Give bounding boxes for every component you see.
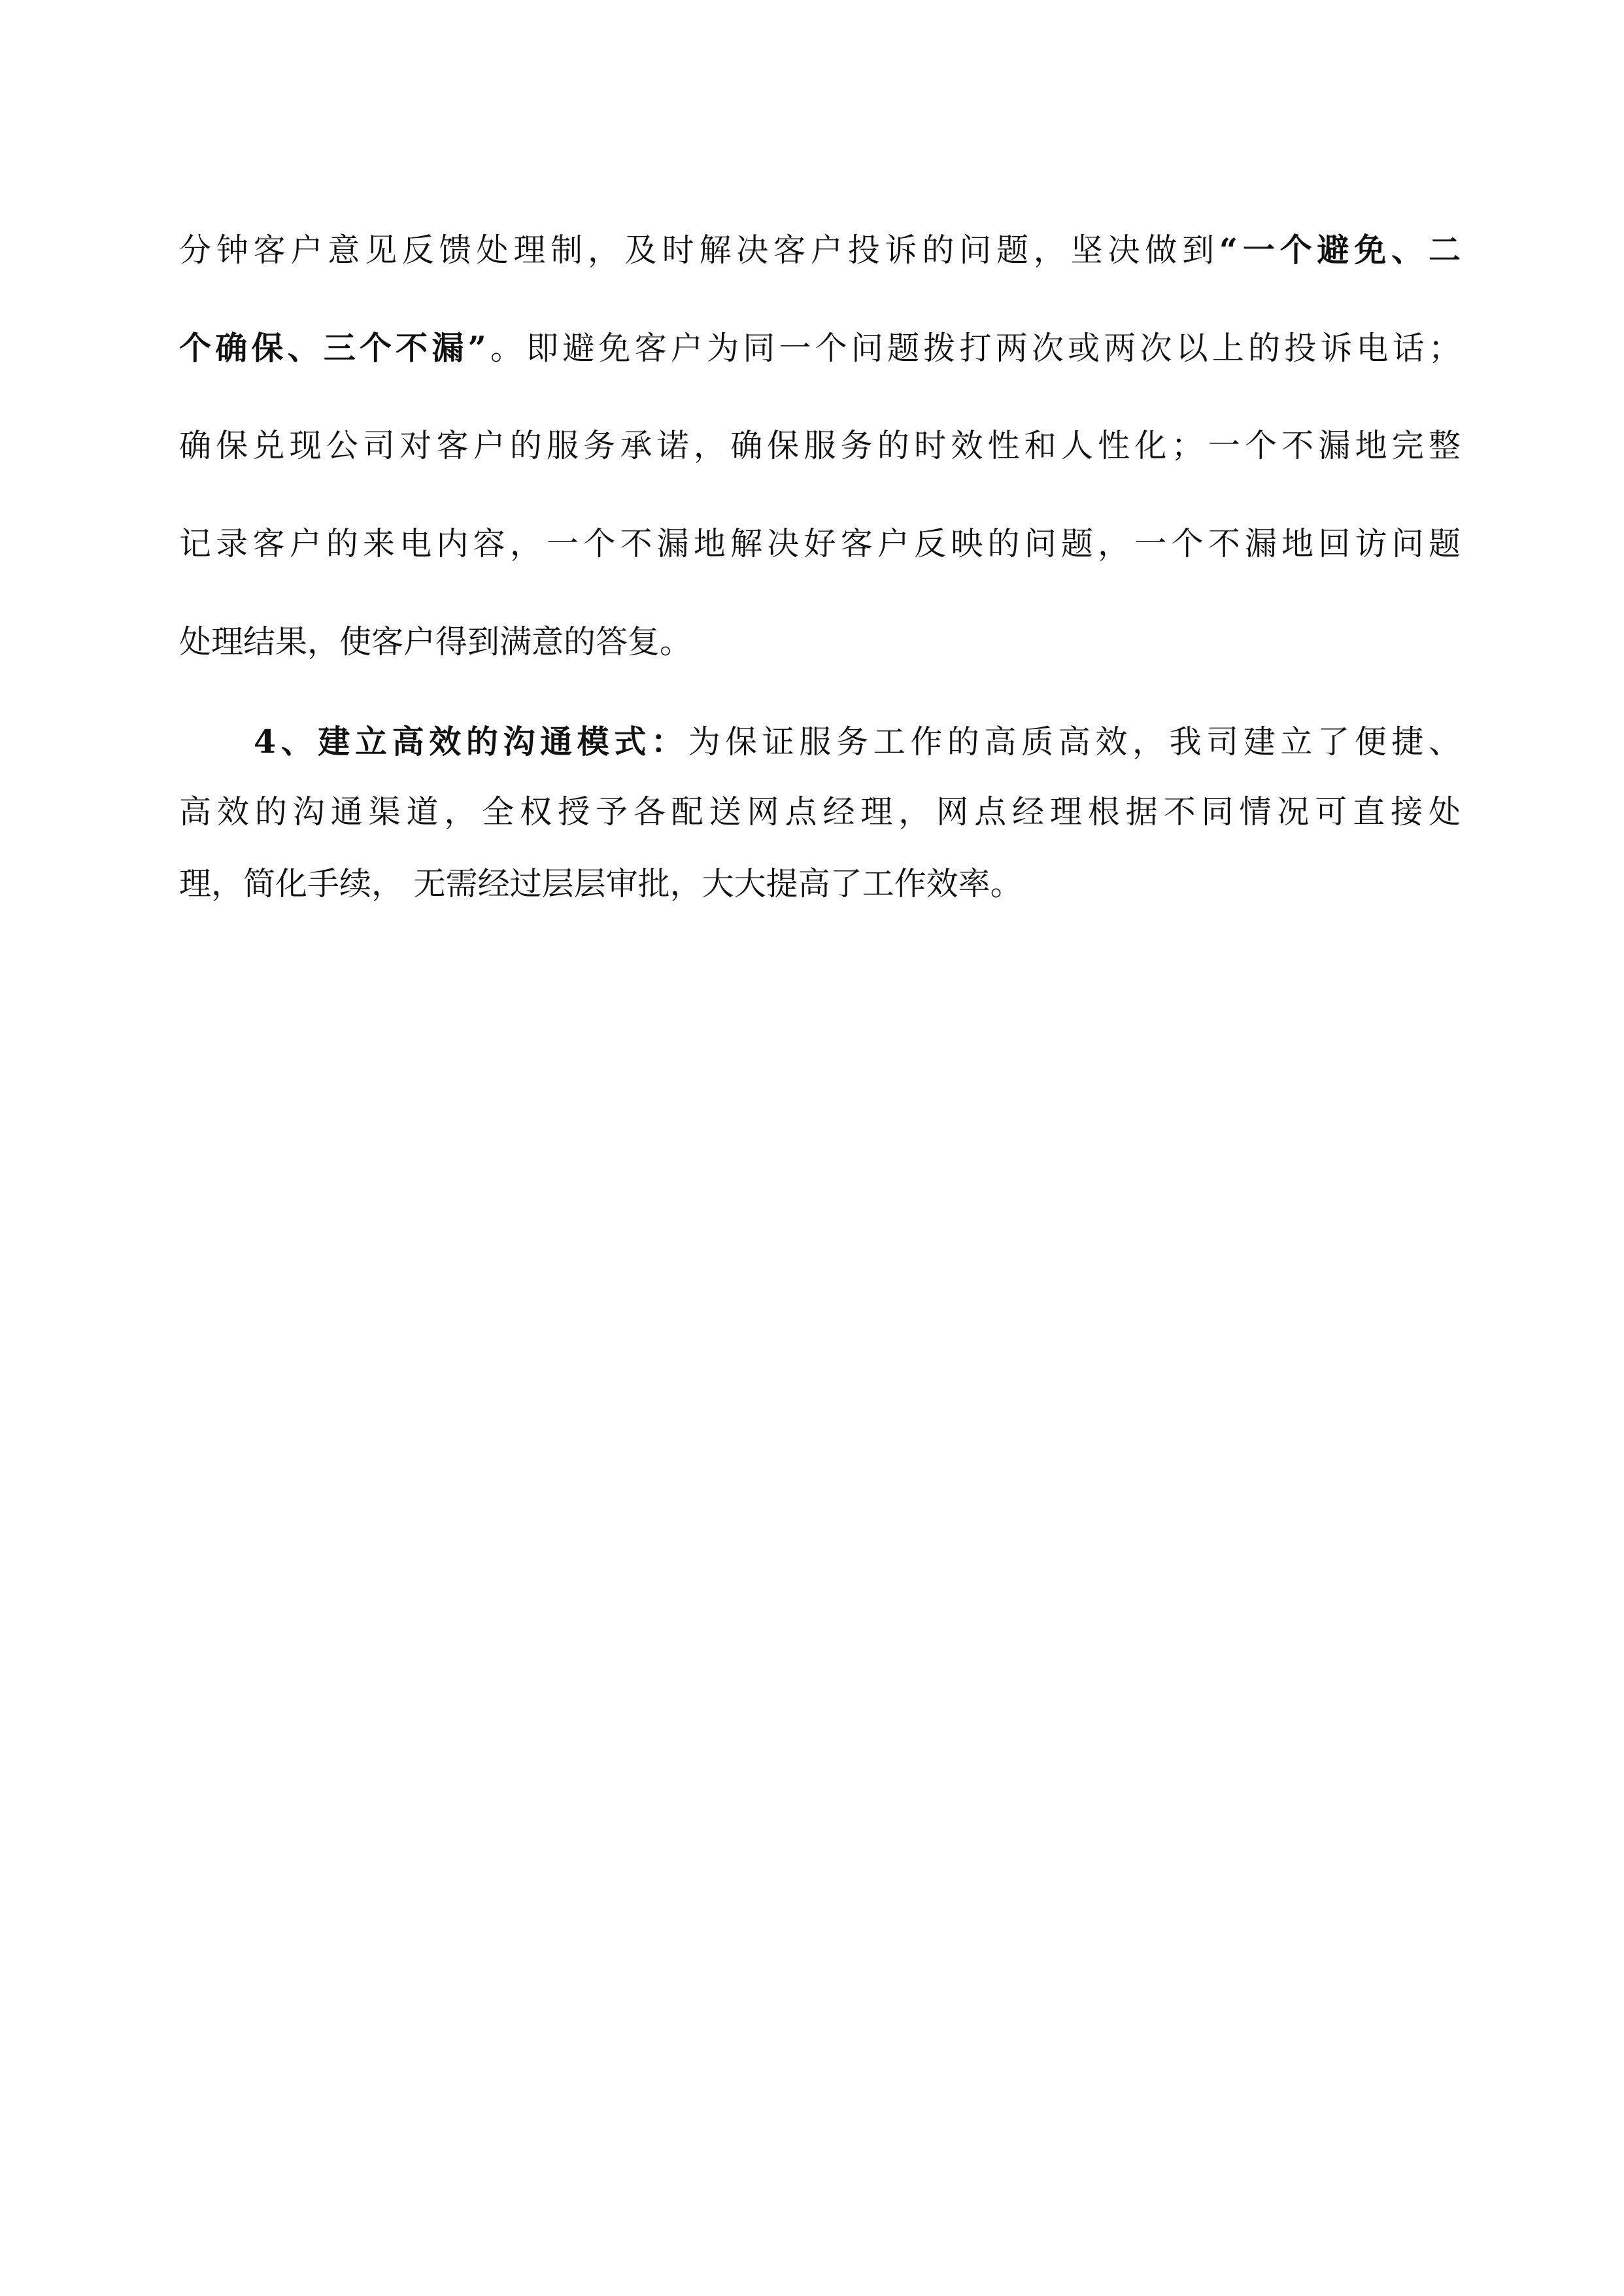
paragraph-2-line-1 (254, 722, 1461, 762)
paragraph-2-heading: 4、建立高效的沟通模式： (254, 723, 688, 761)
paragraph-2-line-2: 高效的沟通渠道，全权授予各配送网点经理，网点经理根据不同情况可直接处 (179, 793, 1461, 831)
paragraph-2-line-1-text: 为保证服务工作的高质高效，我司建立了便捷、 (688, 723, 1461, 761)
paragraph-1-line-3: 确保兑现公司对客户的服务承诺，确保服务的时效性和人性化；一个不漏地完整 (179, 427, 1461, 464)
paragraph-1-line-4: 记录客户的来电内容，一个不漏地解决好客户反映的问题，一个不漏地回访问题 (179, 525, 1461, 562)
paragraph-1-line-2-bold: 个确保、三个不漏” (179, 329, 486, 367)
paragraph-1-line-2-text: 。即避免客户为同一个问题拨打两次或两次以上的投诉电话； (486, 330, 1461, 367)
paragraph-1-line-2 (179, 328, 1461, 368)
paragraph-1-line-1-bold: “一个避免、二 (1219, 231, 1461, 269)
paragraph-2-line-3: 理，简化手续， 无需经过层层审批，大大提高了工作效率。 (179, 865, 1023, 902)
paragraph-1-line-1-text: 分钟客户意见反馈处理制，及时解决客户投诉的问题，坚决做到 (179, 231, 1219, 269)
paragraph-1-line-1 (179, 230, 1461, 270)
paragraph-1-line-5: 处理结果，使客户得到满意的答复。 (179, 623, 692, 660)
